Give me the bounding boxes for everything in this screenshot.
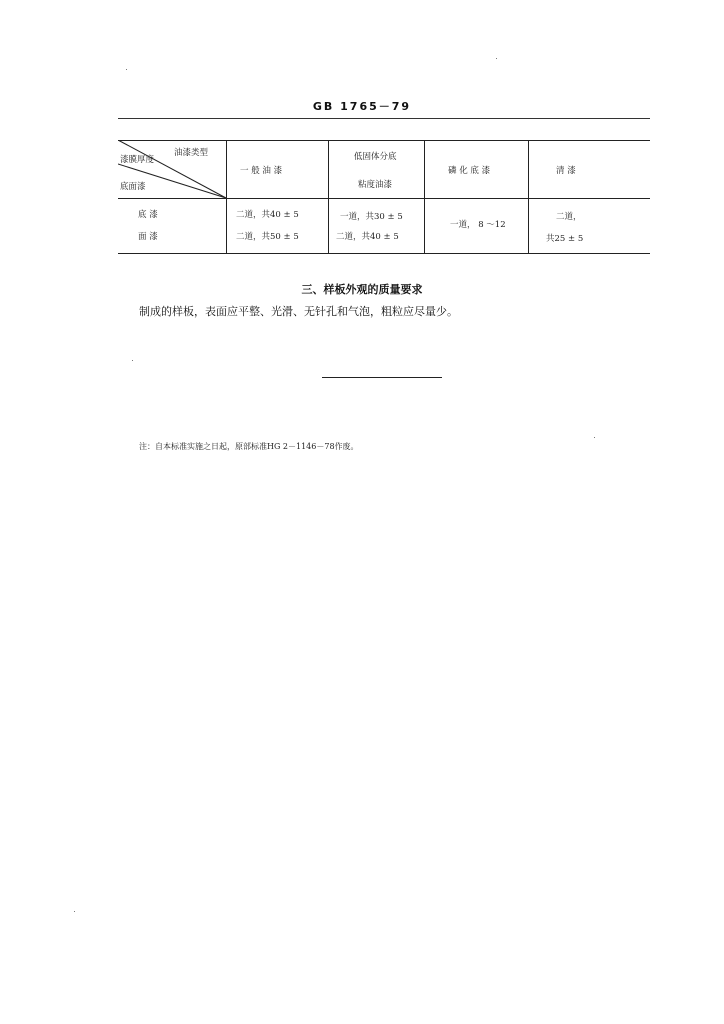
- column-header-general-oil-paint: 一 般 油 漆: [240, 166, 283, 176]
- footnote: 注：自本标准实施之日起，原部标准HG 2－1146－78作废。: [139, 442, 359, 451]
- topcoat-low-solid-value: 二道，共40 ± 5: [336, 232, 399, 242]
- scan-speck: [594, 437, 595, 438]
- row-label-topcoat: 面 漆: [138, 232, 158, 242]
- row-label-primer: 底 漆: [138, 210, 158, 220]
- column-header-phosphating-primer: 磷 化 底 漆: [448, 166, 491, 176]
- column-header-low-solid-line2: 粘度油漆: [358, 180, 393, 190]
- phosphating-primer-value: 一道， 8 ～12: [450, 220, 506, 230]
- corner-label-film-thickness: 漆膜厚度: [120, 155, 155, 165]
- end-rule: [322, 377, 442, 378]
- scan-speck: [74, 911, 75, 912]
- corner-label-paint-type: 油漆类型: [174, 148, 209, 158]
- corner-label-coat: 底面漆: [120, 182, 146, 192]
- scan-speck: [132, 360, 133, 361]
- standard-header: GB 1765－79: [312, 100, 412, 113]
- header-rule: [118, 118, 650, 119]
- section-title: 三、样板外观的质量要求: [301, 283, 423, 296]
- primer-low-solid-value: 一道，共30 ± 5: [340, 212, 403, 222]
- section-body: 制成的样板，表面应平整、光滑、无针孔和气泡，粗粒应尽量少。: [139, 305, 458, 318]
- column-header-low-solid-line1: 低固体分底: [354, 152, 397, 162]
- scan-speck: [496, 58, 497, 59]
- topcoat-general-value: 二道，共50 ± 5: [236, 232, 299, 242]
- varnish-value-line1: 二道，: [556, 212, 582, 222]
- film-thickness-table: [118, 140, 650, 254]
- primer-general-value: 二道，共40 ± 5: [236, 210, 299, 220]
- scan-speck: [126, 69, 127, 70]
- column-header-varnish: 清 漆: [556, 166, 576, 176]
- varnish-value-line2: 共25 ± 5: [546, 234, 584, 244]
